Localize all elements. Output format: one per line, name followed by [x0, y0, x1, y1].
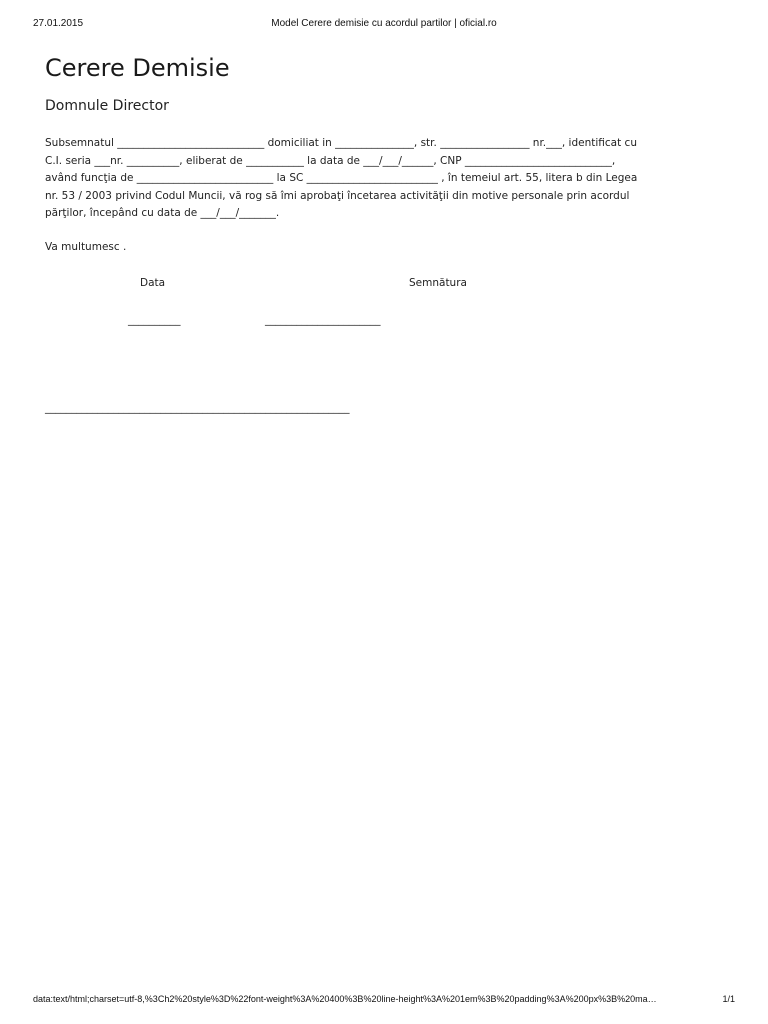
- print-url: data:text/html;charset=utf-8,%3Ch2%20style%3D%22font-weight%3A%20400%3B%20line-height%3A%201em%3B%20padding%3A%200px%3B%20ma…: [33, 994, 657, 1004]
- body-line: având funcţia de __________________________ la SC _________________________ , în temeiul art. 55, litera b din Legea: [45, 172, 638, 184]
- signature-label: Semnătura: [409, 277, 467, 289]
- date-blank-line: __________: [128, 314, 181, 326]
- print-footer: [0, 994, 768, 1008]
- print-date: 27.01.2015: [33, 18, 84, 29]
- body-paragraph: [45, 135, 720, 223]
- body-line: C.I. seria ___nr. __________, eliberat de ___________ la data de ___/___/______, CNP ____________________________,: [45, 154, 616, 167]
- body-line: părţilor, începând cu data de ___/___/_______.: [45, 207, 280, 219]
- document-title: Cerere Demisie: [45, 54, 230, 82]
- addressee: Domnule Director: [45, 98, 169, 114]
- closing-line: Va multumesc .: [45, 241, 127, 253]
- body-line: Subsemnatul ____________________________ domiciliat in _______________, str. _________________ nr.___, identificat cu: [45, 137, 637, 149]
- print-page-title: Model Cerere demisie cu acordul partilor | oficial.ro: [271, 18, 497, 29]
- date-label: Data: [140, 277, 166, 289]
- long-blank-line: __________________________________________________________: [45, 402, 350, 414]
- page-number: 1/1: [722, 994, 735, 1004]
- signature-blank-line: ______________________: [265, 314, 381, 326]
- body-line: nr. 53 / 2003 privind Codul Muncii, vă rog să îmi aprobaţi încetarea activităţii din motive personale prin acordul: [45, 189, 630, 202]
- print-header: [0, 18, 768, 32]
